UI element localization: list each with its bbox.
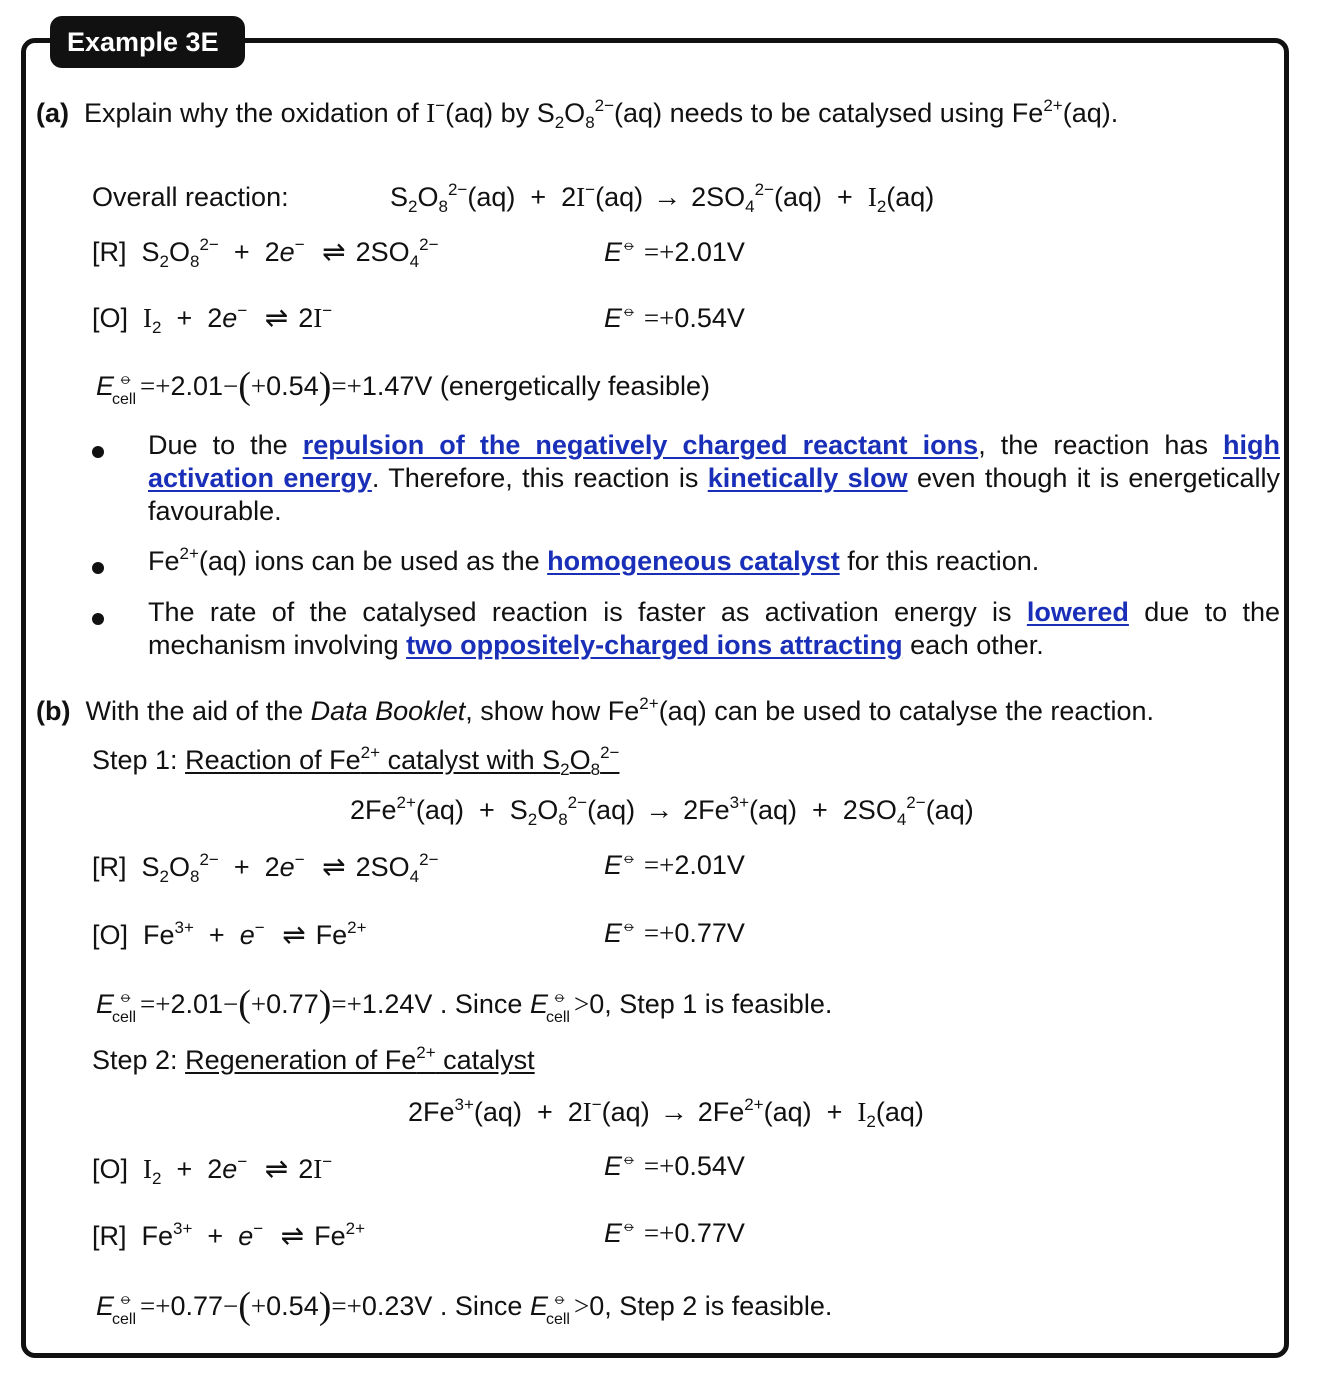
part-b-question: (b) With the aid of the Data Booklet, show how $Fe^{2+}(aq)$ can be used to catalyse the reaction. [36, 694, 1154, 726]
step1-o-potential: E⦵ =+0.77V [604, 916, 745, 948]
step2-half-r: [R] $Fe^{3+} + e^-$ ⇌ $Fe^{2+}$ [92, 1219, 366, 1251]
half-equation-o: [O] $I_2 + 2e^-$ ⇌ 2I− [92, 301, 333, 337]
half-r-potential: E⦵ =+2.01V [604, 235, 745, 267]
step2-half-o: [O] $I_2 + 2e^-$ ⇌ 2I− [92, 1152, 333, 1188]
step1-half-r: [R] $S_2O_8^{2-} + 2e^-$ ⇌ $2SO_4^{2-}$ [92, 850, 439, 886]
step2-heading: Step 2: Regeneration of $Fe^{2+}$ catalyst [92, 1043, 535, 1075]
step1-half-o: [O] $Fe^{3+} + e^-$ ⇌ $Fe^{2+}$ [92, 918, 367, 950]
bullet-dot [92, 562, 104, 574]
bullet-paragraph-1: Due to the repulsion of the negatively charged reactant ions, the reaction has high activation energy. Therefore, this reaction is kinetically slow even though it is energetically favourable. [148, 430, 1280, 526]
overall-equation: $S_2O_8^{2-}(aq) + 2I^-(aq) \to 2SO_4^{2-}(aq) + I_2(aq)$ [390, 180, 935, 216]
bullet-dot [92, 613, 104, 625]
bullet-dot [92, 446, 104, 458]
step2-ecell: E ⦵ cell =+0.77−(+0.54)=+0.23V . Since E ⦵ cell >0, Step 2 is feasible. [96, 1285, 833, 1328]
ecell-calculation-a: E ⦵ cell =+2.01−(+0.54)=+1.47V (energetically feasible) [96, 365, 711, 408]
step2-r-potential: E⦵ =+0.77V [604, 1216, 745, 1248]
half-o-potential: E⦵ =+0.54V [604, 301, 745, 333]
example-tag: Example 3E [50, 16, 245, 68]
step2-equation: $2Fe^{3+}(aq) + 2I^-(aq) \to 2Fe^{2+}(aq) + I_2(aq)$ [408, 1095, 924, 1131]
step1-heading: Step 1: Reaction of $Fe^{2+}$ catalyst with $S_2O_8^{2-}$ [92, 743, 620, 779]
step1-r-potential: E⦵ =+2.01V [604, 848, 745, 880]
bullet-paragraph-3: The rate of the catalysed reaction is faster as activation energy is lowered due to the mechanism involving two oppositely-charged ions attracting each other. [148, 597, 1281, 660]
part-a-question: (a) Explain why the oxidation of I−(aq) by $S_2O_8^{2-}(aq)$ needs to be catalysed using $Fe^{2+}(aq)$. [36, 96, 1119, 132]
step1-ecell: E ⦵ cell =+2.01−(+0.77)=+1.24V . Since E ⦵ cell >0, Step 1 is feasible. [96, 983, 833, 1026]
step2-o-potential: E⦵ =+0.54V [604, 1149, 745, 1181]
overall-label: Overall reaction: [92, 182, 289, 212]
bullet-paragraph-2: $Fe^{2+}(aq)$ ions can be used as the homogeneous catalyst for this reaction. [148, 544, 1040, 576]
step1-equation: $2Fe^{2+}(aq) + S_2O_8^{2-}(aq) \to 2Fe^{3+}(aq) + 2SO_4^{2-}(aq)$ [350, 793, 974, 829]
half-equation-r: [R] $S_2O_8^{2-} + 2e^-$ ⇌ $2SO_4^{2-}$ [92, 235, 439, 271]
